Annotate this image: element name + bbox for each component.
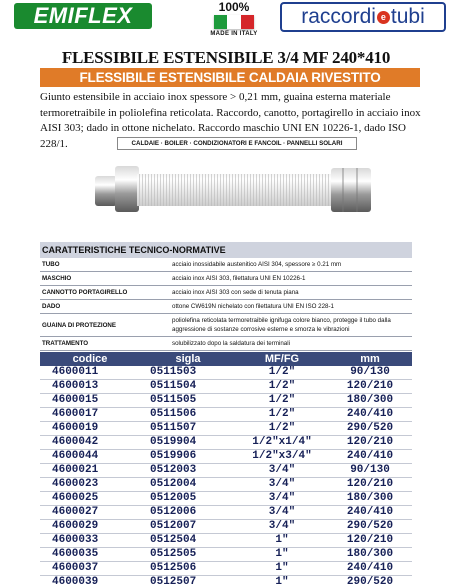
spec-value: acciaio inossidabile austenitico AISI 304, spessore ≥ 0.21 mm: [172, 261, 342, 268]
column-header-codice: codice: [40, 352, 140, 366]
spec-row: [40, 337, 412, 351]
cell-mm: 180/300: [328, 492, 412, 506]
table-row: [40, 422, 412, 436]
cell-mm: 120/210: [328, 380, 412, 394]
cell-mf-fg: 1": [236, 534, 328, 548]
badge-percent: 100%: [218, 0, 250, 14]
cell-sigla: 0512003: [140, 464, 236, 478]
table-row: [40, 492, 412, 506]
application-tags: CALDAIE · BOILER · CONDIZIONATORI E FANCOIL · PANNELLI SOLARI: [117, 137, 357, 150]
cell-mf-fg: 1/2": [236, 394, 328, 408]
cell-mm: 180/300: [328, 394, 412, 408]
cell-codice: 4600021: [40, 464, 140, 478]
italy-flag-icon: [214, 15, 254, 29]
spec-value: acciaio inox AISI 303, filettatura UNI EN 10226-1: [172, 275, 306, 282]
cell-mm: 90/130: [328, 366, 412, 380]
table-row: [40, 478, 412, 492]
spec-row: [40, 314, 412, 337]
cell-sigla: 0519906: [140, 450, 236, 464]
column-header-sigla: sigla: [140, 352, 236, 366]
logo-word-raccordi: raccordi: [301, 5, 376, 28]
table-row: [40, 464, 412, 478]
table-row: [40, 408, 412, 422]
cell-codice: 4600023: [40, 478, 140, 492]
logo-word-tubi: tubi: [390, 5, 425, 28]
cell-mm: 240/410: [328, 562, 412, 576]
cell-codice: 4600039: [40, 576, 140, 584]
product-title: FLESSIBILE ESTENSIBILE 3/4 MF 240*410: [61, 48, 391, 67]
spec-row: [40, 258, 412, 272]
cell-mm: 240/410: [328, 506, 412, 520]
cell-mf-fg: 1/2": [236, 366, 328, 380]
cell-sigla: 0512507: [140, 576, 236, 584]
cell-mm: 290/520: [328, 422, 412, 436]
table-row: [40, 562, 412, 576]
cell-mm: 120/210: [328, 478, 412, 492]
table-row: [40, 506, 412, 520]
spec-row: [40, 286, 412, 300]
spec-value: poliolefina reticolata termoretraibile ignifuga colore bianco, protegge il tubo dalla aggressione di sostanze corrosive esterne e smorza le vibrazioni: [172, 317, 391, 333]
spec-key: MASCHIO: [42, 275, 72, 282]
cell-mm: 120/210: [328, 534, 412, 548]
spec-value: acciaio inox AISI 303 con sede di tenuta piana: [172, 289, 299, 296]
cell-mf-fg: 1/2": [236, 380, 328, 394]
cell-mm: 180/300: [328, 548, 412, 562]
table-row: [40, 534, 412, 548]
specs-heading: CARATTERISTICHE TECNICO-NORMATIVE: [40, 242, 412, 258]
column-header-mf-fg: MF/FG: [236, 352, 328, 366]
cell-mf-fg: 1/2": [236, 408, 328, 422]
cell-mf-fg: 3/4": [236, 506, 328, 520]
made-in-italy-badge: [202, 0, 266, 42]
cell-mm: 90/130: [328, 464, 412, 478]
table-row: [40, 520, 412, 534]
cell-sigla: 0511504: [140, 380, 236, 394]
cell-mf-fg: 3/4": [236, 464, 328, 478]
cell-codice: 4600029: [40, 520, 140, 534]
cell-mm: 120/210: [328, 436, 412, 450]
spec-value: ottone CW619N nichelato con filettatura UNI EN ISO 228-1: [172, 303, 334, 310]
spec-key: GUAINA DI PROTEZIONE: [42, 321, 117, 329]
cell-mf-fg: 1/2"x3/4": [236, 450, 328, 464]
table-row: [40, 394, 412, 408]
cell-sigla: 0512505: [140, 548, 236, 562]
cell-codice: 4600015: [40, 394, 140, 408]
emiflex-logo: EMIFLEX: [14, 3, 152, 29]
cell-sigla: 0512005: [140, 492, 236, 506]
spec-value: solubilizzato dopo la saldatura dei terminali: [172, 340, 290, 347]
cell-mf-fg: 3/4": [236, 492, 328, 506]
cell-codice: 4600044: [40, 450, 140, 464]
spec-row: [40, 272, 412, 286]
cell-codice: 4600025: [40, 492, 140, 506]
cell-codice: 4600042: [40, 436, 140, 450]
cell-sigla: 0511506: [140, 408, 236, 422]
spec-row: [40, 300, 412, 314]
table-row: [40, 366, 412, 380]
column-header-mm: mm: [328, 352, 412, 366]
cell-sigla: 0512004: [140, 478, 236, 492]
table-row: [40, 576, 412, 584]
codes-header-row: [40, 352, 412, 366]
cell-sigla: 0512506: [140, 562, 236, 576]
logo-e-circle: e: [377, 11, 390, 24]
cell-sigla: 0511503: [140, 366, 236, 380]
cell-codice: 4600013: [40, 380, 140, 394]
spec-key: CANNOTTO PORTAGIRELLO: [42, 289, 128, 296]
cell-mm: 290/520: [328, 576, 412, 584]
cell-mf-fg: 1/2": [236, 422, 328, 436]
cell-codice: 4600019: [40, 422, 140, 436]
flexible-hose-image: [95, 154, 375, 226]
cell-codice: 4600017: [40, 408, 140, 422]
cell-codice: 4600011: [40, 366, 140, 380]
cell-codice: 4600035: [40, 548, 140, 562]
raccordi-e-tubi-logo: [280, 2, 446, 32]
cell-sigla: 0511507: [140, 422, 236, 436]
cell-codice: 4600037: [40, 562, 140, 576]
spec-key: TUBO: [42, 261, 60, 268]
badge-text: MADE IN ITALY: [210, 31, 258, 37]
cell-mf-fg: 1": [236, 562, 328, 576]
cell-codice: 4600033: [40, 534, 140, 548]
cell-mf-fg: 3/4": [236, 478, 328, 492]
cell-sigla: 0512007: [140, 520, 236, 534]
cell-mm: 290/520: [328, 520, 412, 534]
cell-mf-fg: 3/4": [236, 520, 328, 534]
cell-codice: 4600027: [40, 506, 140, 520]
cell-mf-fg: 1/2"x1/4": [236, 436, 328, 450]
technical-specs: [40, 242, 412, 351]
table-row: [40, 450, 412, 464]
cell-mm: 240/410: [328, 450, 412, 464]
product-codes-table: [40, 352, 412, 584]
cell-mm: 240/410: [328, 408, 412, 422]
cell-sigla: 0512504: [140, 534, 236, 548]
spec-key: TRATTAMENTO: [42, 340, 89, 347]
cell-mf-fg: 1": [236, 548, 328, 562]
spec-key: DADO: [42, 303, 61, 310]
table-row: [40, 436, 412, 450]
product-subtitle-banner: FLESSIBILE ESTENSIBILE CALDAIA RIVESTITO: [40, 68, 420, 87]
cell-sigla: 0519904: [140, 436, 236, 450]
cell-sigla: 0511505: [140, 394, 236, 408]
table-row: [40, 380, 412, 394]
table-row: [40, 548, 412, 562]
cell-sigla: 0512006: [140, 506, 236, 520]
cell-mf-fg: 1": [236, 576, 328, 584]
product-description: Giunto estensibile in acciaio inox spessore > 0,21 mm, guaina esterna materiale termoretraibile in poliolefina reticolata. Raccordo, canotto, portagirello in acciaio inox AISI 303; dado in ottone nichelato. Raccordo maschio UNI EN 10226-1, dado ISO 228/1.: [40, 91, 421, 150]
